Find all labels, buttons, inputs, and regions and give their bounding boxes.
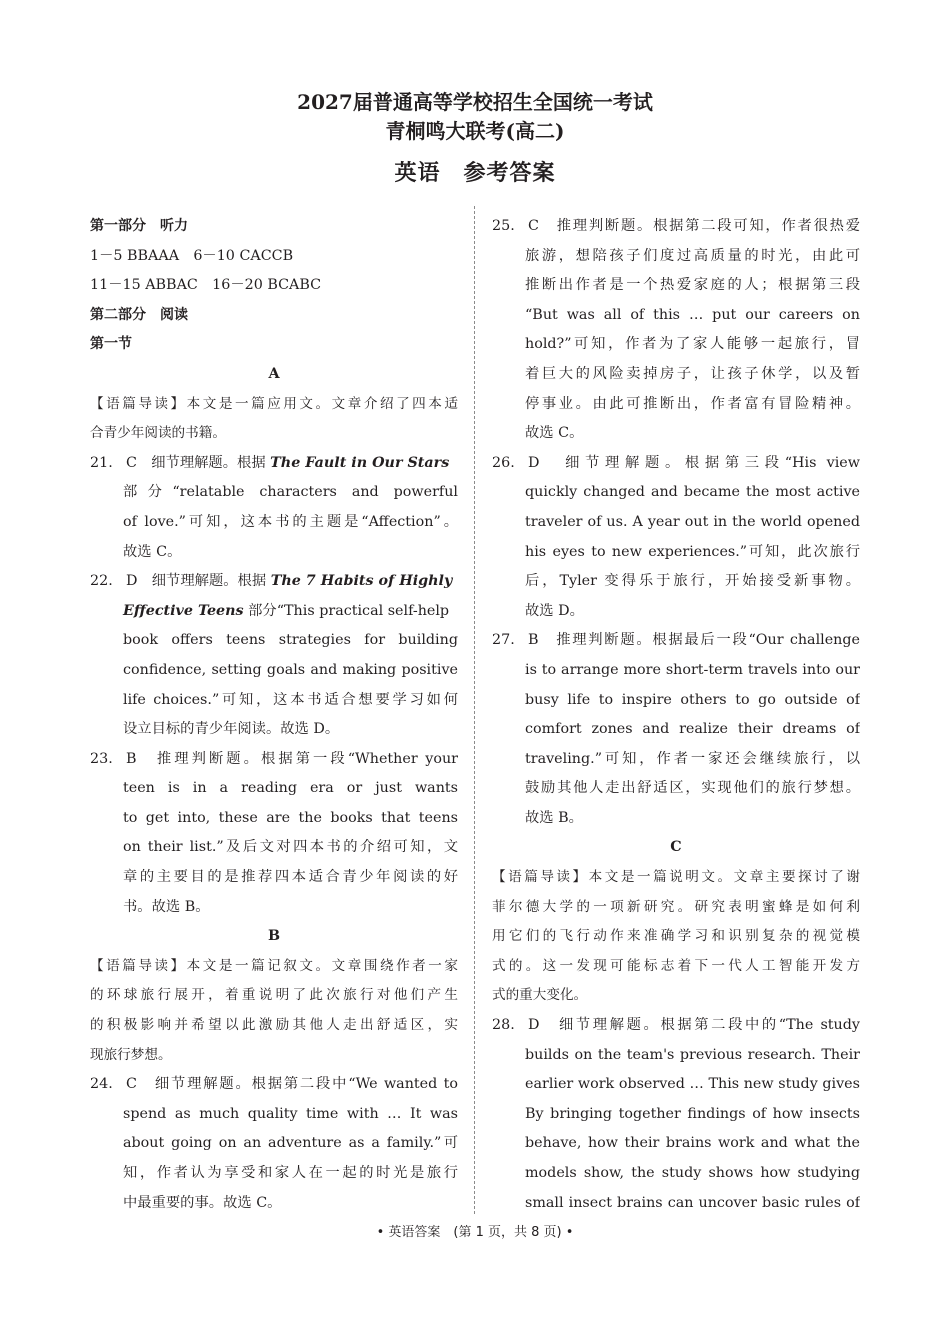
answer-row: 11－15 ABBAC 16－20 BCABC xyxy=(90,277,322,294)
question-text: D 细节理解题。根据 xyxy=(126,573,271,590)
exam-title: 2027届普通高等学校招生全国统一考试 xyxy=(297,90,653,114)
question-text: 章的主要目的是推荐四本适合青少年阅读的好 xyxy=(123,869,458,886)
question-text: is to arrange more short-term travels into our xyxy=(525,661,860,678)
question-23 xyxy=(90,745,458,775)
question-text: D 细节理解题。根据第二段中的“The study xyxy=(528,1017,860,1034)
question-text: 故选 B。 xyxy=(525,809,583,826)
passage-intro: 用它们的飞行动作来准确学习和识别复杂的视觉模 xyxy=(492,928,860,945)
answer-row: 1－5 BBAAA 6－10 CACCB xyxy=(90,247,294,264)
question-text: about going on an adventure as a family.”可 xyxy=(123,1135,458,1152)
question-text: 故选 C。 xyxy=(525,425,584,442)
left-column xyxy=(90,212,458,1218)
question-text: 中最重要的事。故选 C。 xyxy=(123,1194,282,1211)
question-text: 着巨大的风险卖掉房子，让孩子休学，以及暂 xyxy=(525,365,860,382)
passage-intro: 式的。这一发现可能标志着下一代人工智能开发方 xyxy=(492,957,860,974)
question-text: D 细节理解题。根据第三段“His view xyxy=(528,454,860,471)
question-text: 书。故选 B。 xyxy=(123,898,210,915)
question-text: 故选 C。 xyxy=(123,543,182,560)
question-27 xyxy=(492,626,860,656)
question-text: 旅游，想陪孩子们度过高质量的时光，由此可 xyxy=(525,247,860,264)
question-text: of love.”可知，这本书的主题是“Affection”。 xyxy=(123,513,458,530)
question-text: quickly changed and became the most active xyxy=(525,484,860,501)
page-footer: • 英语答案 (第 1 页，共 8 页) • xyxy=(376,1225,574,1240)
question-text: models show, the study shows how studying xyxy=(525,1165,860,1181)
question-25 xyxy=(492,212,860,242)
book-title: The Fault in Our Stars xyxy=(270,454,450,471)
question-text: C 细节理解题。根据第二段中“We wanted to xyxy=(126,1076,458,1093)
passage-label: B xyxy=(267,928,281,945)
passage-intro: 式的重大变化。 xyxy=(492,987,588,1004)
question-text: earlier work observed … This new study gives xyxy=(525,1076,860,1093)
section-heading: 第二部分 阅读 xyxy=(90,306,188,323)
question-text: life choices.”可知，这本书适合想要学习如何 xyxy=(123,691,458,708)
passage-intro: 【语篇导读】本文是一篇记叙文。文章围绕作者一家 xyxy=(90,957,458,974)
question-text: “But was all of this … put our careers on xyxy=(525,306,860,323)
passage-intro: 菲尔德大学的一项新研究。研究表明蜜蜂是如何利 xyxy=(492,898,860,915)
question-text: C 推理判断题。根据第二段可知，作者很热爱 xyxy=(528,218,860,234)
question-text: 故选 D。 xyxy=(525,602,584,619)
question-28 xyxy=(492,1011,860,1041)
question-text: builds on the team's previous research. Their xyxy=(525,1046,860,1063)
question-text xyxy=(90,597,458,627)
question-text: 鼓励其他人走出舒适区，实现他们的旅行梦想。 xyxy=(525,780,860,797)
passage-intro: 【语篇导读】本文是一篇应用文。文章介绍了四本适 xyxy=(90,395,458,412)
question-22 xyxy=(90,567,458,597)
question-text: C 细节理解题。根据 xyxy=(126,454,271,471)
question-number: 24. xyxy=(90,1076,113,1093)
question-text: busy life to inspire others to go outside of xyxy=(525,691,860,708)
question-number: 22. xyxy=(90,573,113,590)
exam-subtitle: 青桐鸣大联考(高二) xyxy=(385,119,565,143)
question-text: to get into, these are the books that teens xyxy=(123,809,458,826)
passage-label: A xyxy=(268,365,280,382)
question-text: hold?”可知，作者为了家人能够一起旅行，冒 xyxy=(525,336,860,353)
question-number: 25. xyxy=(492,218,515,234)
right-column xyxy=(492,212,860,1218)
question-number: 27. xyxy=(492,632,515,649)
question-text: traveler of us. A year out in the world opened xyxy=(525,513,860,530)
passage-intro: 的积极影响并希望以此激励其他人走出舒适区，实 xyxy=(90,1017,458,1034)
question-text: comfort zones and realize their dreams of xyxy=(525,721,860,738)
question-text: B 推理判断题。根据最后一段“Our challenge xyxy=(528,632,860,649)
section-heading: 第一部分 听力 xyxy=(90,218,188,234)
question-text: confidence, setting goals and making positive xyxy=(123,661,458,678)
question-text: traveling.”可知，作者一家还会继续旅行，以 xyxy=(525,750,860,767)
question-text: B 推理判断题。根据第一段“Whether your xyxy=(126,750,458,767)
passage-intro: 现旅行梦想。 xyxy=(90,1046,172,1063)
book-title: Effective Teens xyxy=(123,602,244,619)
question-26 xyxy=(492,449,860,479)
question-text: small insect brains can uncover basic rules of xyxy=(525,1194,860,1211)
passage-intro: 【语篇导读】本文是一篇说明文。文章主要探讨了谢 xyxy=(492,869,860,886)
question-number: 26. xyxy=(492,454,515,471)
question-24 xyxy=(90,1070,458,1100)
answer-key-title: 英语 参考答案 xyxy=(394,160,556,186)
subsection-heading: 第一节 xyxy=(90,336,132,353)
question-text: By bringing together findings of how insects xyxy=(525,1105,860,1122)
question-text: on their list.”及后文对四本书的介绍可知，文 xyxy=(123,839,458,856)
question-number: 23. xyxy=(90,750,113,767)
question-text: 后，Tyler 变得乐于旅行，开始接受新事物。 xyxy=(525,573,860,590)
column-divider xyxy=(474,206,475,1214)
question-text: his eyes to new experiences.”可知，此次旅行 xyxy=(525,543,860,560)
question-text: 部分“relatable characters and powerful xyxy=(123,484,458,501)
question-text: 部分“This practical self-help xyxy=(243,602,450,619)
question-text: 设立目标的青少年阅读。故选 D。 xyxy=(123,721,340,738)
question-text: behave, how their brains work and what the xyxy=(525,1135,860,1152)
question-text: teen is in a reading era or just wants xyxy=(123,780,458,797)
question-number: 21. xyxy=(90,454,113,471)
question-text: spend as much quality time with … It was xyxy=(123,1105,458,1122)
question-21 xyxy=(90,449,458,479)
book-title: The 7 Habits of Highly xyxy=(270,573,453,590)
question-text: 停事业。由此可推断出，作者富有冒险精神。 xyxy=(525,395,860,412)
question-text: 知，作者认为享受和家人在一起的时光是旅行 xyxy=(123,1165,458,1181)
question-text: book offers teens strategies for building xyxy=(123,632,458,649)
passage-intro: 合青少年阅读的书籍。 xyxy=(90,425,226,442)
passage-intro: 的环球旅行展开，着重说明了此次旅行对他们产生 xyxy=(90,987,458,1004)
question-text: 推断出作者是一个热爱家庭的人；根据第三段 xyxy=(525,277,860,294)
passage-label: C xyxy=(670,839,682,856)
question-number: 28. xyxy=(492,1017,515,1034)
